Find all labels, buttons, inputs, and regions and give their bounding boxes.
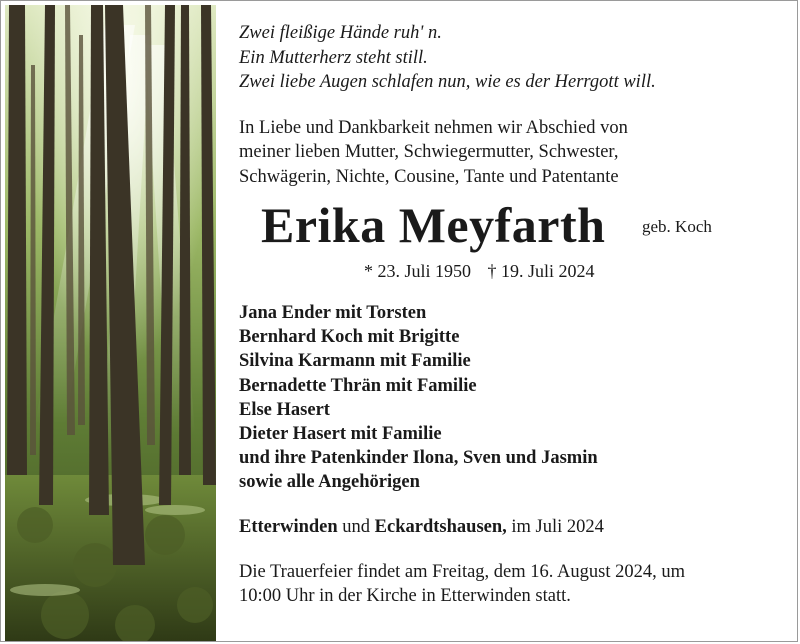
mourner: Bernadette Thrän mit Familie xyxy=(239,375,477,396)
mourner: Dieter Hasert mit Familie xyxy=(239,424,442,445)
mourner: sowie alle Angehörigen xyxy=(239,472,420,493)
funeral-line: Die Trauerfeier findet am Freitag, dem 16. August 2024, um xyxy=(239,561,685,582)
name-row xyxy=(239,195,784,259)
poem-line: Ein Mutterherz steht still. xyxy=(239,47,428,68)
mourner: und ihre Patenkinder Ilona, Sven und Jasmin xyxy=(239,448,598,469)
life-dates xyxy=(239,261,784,282)
place-joiner: und xyxy=(342,516,371,537)
funeral-info xyxy=(239,560,784,608)
funeral-line: 10:00 Uhr in der Kirche in Etterwinden statt. xyxy=(239,585,571,606)
mourner: Jana Ender mit Torsten xyxy=(239,303,427,323)
poem-line: Zwei liebe Augen schlafen nun, wie es der Herrgott will. xyxy=(239,72,656,92)
death-date: † 19. Juli 2024 xyxy=(487,261,595,281)
town-etterwinden: Etterwinden xyxy=(239,516,338,537)
intro-line: In Liebe und Dankbarkeit nehmen wir Abschied von xyxy=(239,117,628,138)
intro-text xyxy=(239,116,784,190)
forest-photo xyxy=(5,5,216,641)
mourner: Else Hasert xyxy=(239,399,330,420)
deceased-name: Erika Meyfarth xyxy=(261,197,606,253)
mourner: Bernhard Koch mit Brigitte xyxy=(239,327,460,348)
birth-name: geb. Koch xyxy=(642,217,712,236)
poem xyxy=(239,21,784,95)
mourners-list xyxy=(239,301,784,495)
mourner: Silvina Karmann mit Familie xyxy=(239,351,471,372)
birth-date: * 23. Juli 1950 xyxy=(364,261,472,281)
notice-date: im Juli 2024 xyxy=(511,516,604,537)
intro-line: Schwägerin, Nichte, Cousine, Tante und Patentante xyxy=(239,166,619,187)
poem-line: Zwei fleißige Hände ruh' n. xyxy=(239,23,442,43)
intro-line: meiner lieben Mutter, Schwiegermutter, Schwester, xyxy=(239,142,619,162)
place-date xyxy=(239,517,784,538)
town-eckardtshausen: Eckardtshausen, xyxy=(374,516,507,537)
notice-text xyxy=(239,21,784,608)
